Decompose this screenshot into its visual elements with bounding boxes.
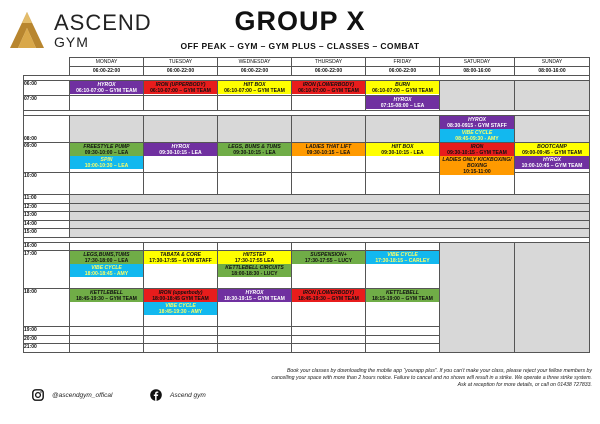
class-block[interactable]: HIIT BOX 06:10-07:00 – GYM TEAM <box>218 81 291 94</box>
day-header-saturday: SATURDAY <box>440 58 515 67</box>
page-title: GROUP X <box>234 6 366 36</box>
class-cell[interactable] <box>440 116 515 143</box>
class-cell[interactable] <box>70 81 144 96</box>
class-block[interactable]: HYROX 09:30-10:15 - LEA <box>144 143 217 156</box>
time-label: 14:00 <box>24 220 70 229</box>
brand-name-line1: ASCEND <box>54 10 152 35</box>
class-cell[interactable] <box>366 81 440 96</box>
class-cell[interactable] <box>292 289 366 327</box>
class-block[interactable]: HYROX 08:30-0915 - GYM STAFF <box>440 116 514 129</box>
class-block[interactable]: VIBE CYCLE 08:45-09:30 - AMY <box>440 129 514 142</box>
class-block[interactable]: HYROX 10:00-10:45 – GYM TEAM <box>515 156 589 169</box>
class-cell[interactable] <box>144 289 218 327</box>
class-cell[interactable] <box>70 289 144 327</box>
day-hours-sunday: 08:00-16:00 <box>515 67 590 76</box>
class-block[interactable]: FREESTYLE PUMP 09:30-10:00 – LEA <box>70 143 143 156</box>
class-cell[interactable] <box>144 251 218 289</box>
day-hours-saturday: 08:00-16:00 <box>440 67 515 76</box>
page-subtitle: OFF PEAK – GYM – GYM PLUS – CLASSES – COMBAT <box>180 41 420 51</box>
class-block[interactable]: SUSPENSION+ 17:30-17:55 – LUCY <box>292 251 365 264</box>
class-cell[interactable] <box>292 81 366 96</box>
closed-cell <box>515 242 590 352</box>
class-block[interactable]: KETTLEBELL CIRCUITS 18:00-18:30 - LUCY <box>218 264 291 277</box>
class-block[interactable]: HIITSTEP 17:30-17:55 LEA <box>218 251 291 264</box>
class-block[interactable]: VIBE CYCLE 18:45-19:30 - AMY <box>144 302 217 315</box>
class-cell[interactable] <box>144 143 218 173</box>
class-block[interactable]: KETTLEBELL 18:45-19:30 – GYM TEAM <box>70 289 143 302</box>
instagram-icon <box>32 389 44 401</box>
day-header-tuesday: TUESDAY <box>144 58 218 67</box>
class-block[interactable]: KETTLEBELL 18:15-19:00 – GYM TEAM <box>366 289 439 302</box>
class-block[interactable]: IRON (upperbody) 18:00-18:45 GYM TEAM <box>144 289 217 302</box>
class-block[interactable]: IRON (LOWERBODY) 06:10-07:00 – GYM TEAM <box>292 81 365 94</box>
class-cell[interactable] <box>292 143 366 173</box>
class-block[interactable]: LADIES ONLY KICKBOXING/ BOXING 10:15-11:00 <box>440 156 514 175</box>
brand-name-line2: GYM <box>54 34 89 50</box>
class-block[interactable]: HYROX 07:15-08:00 – LEA <box>366 96 439 109</box>
class-block[interactable]: IRON 09:30-10:15 - GYM TEAM <box>440 143 514 156</box>
class-block[interactable]: BOOTCAMP 09:00-09:45 - GYM TEAM <box>515 143 589 156</box>
time-label: 07:00 <box>24 96 70 111</box>
class-cell[interactable] <box>144 81 218 96</box>
class-block[interactable]: HYROX 18:30-19:15 – GYM TEAM <box>218 289 291 302</box>
class-cell[interactable] <box>366 96 440 111</box>
class-cell[interactable] <box>366 289 440 327</box>
day-hours-wednesday: 06:00-22:00 <box>218 67 292 76</box>
class-block[interactable]: VIBE CYCLE 18:00-18:45 - AMY <box>70 264 143 277</box>
class-block[interactable]: SPIN 10:00-10:30 – LEA <box>70 156 143 169</box>
time-label: 21:00 <box>24 344 70 353</box>
class-block[interactable]: LEGS, BUMS & TUMS 09:30-10:15 - LEA <box>218 143 291 156</box>
time-label: 18:00 <box>24 289 70 327</box>
class-block[interactable]: IRON (LOWERBODY) 18:45-19:30 – GYM TEAM <box>292 289 365 302</box>
day-header-friday: FRIDAY <box>366 58 440 67</box>
class-cell[interactable] <box>515 143 590 173</box>
closed-cell <box>440 81 515 111</box>
time-label: 15:00 <box>24 229 70 238</box>
class-block[interactable]: IRON (UPPERBODY) 06:10-07:00 – GYM TEAM <box>144 81 217 94</box>
time-label: 09:00 <box>24 143 70 173</box>
class-cell[interactable] <box>218 289 292 327</box>
day-hours-monday: 06:00-22:00 <box>70 67 144 76</box>
class-cell[interactable] <box>218 143 292 173</box>
time-label: 13:00 <box>24 212 70 221</box>
class-cell[interactable] <box>366 143 440 173</box>
class-cell[interactable] <box>70 143 144 173</box>
class-cell[interactable] <box>292 251 366 289</box>
instagram-link[interactable]: @ascendgym_offical <box>32 389 112 401</box>
time-label: 11:00 <box>24 195 70 204</box>
class-block[interactable]: LEGS,BUMS,TUMS 17:30-18:00 – LEA <box>70 251 143 264</box>
class-cell[interactable] <box>70 251 144 289</box>
class-cell[interactable] <box>440 143 515 195</box>
class-cell[interactable] <box>218 251 292 289</box>
class-block[interactable]: LADIES THAT LIFT 09:30-10:15 – LEA <box>292 143 365 156</box>
day-hours-thursday: 06:00-22:00 <box>292 67 366 76</box>
day-header-monday: MONDAY <box>70 58 144 67</box>
class-block[interactable]: BURN 06:10-07:00 – GYM TEAM <box>366 81 439 94</box>
time-label: 16:00 <box>24 242 70 251</box>
class-block[interactable]: HYROX 06:10-07:00 – GYM TEAM <box>70 81 143 94</box>
facebook-link[interactable]: Ascend gym <box>150 389 206 401</box>
day-header-wednesday: WEDNESDAY <box>218 58 292 67</box>
class-block[interactable]: VIBE CYCLE 17:30-18:15 – CARLEY <box>366 251 439 264</box>
day-header-sunday: SUNDAY <box>515 58 590 67</box>
facebook-icon <box>150 389 162 401</box>
closed-cell <box>515 81 590 111</box>
class-block[interactable]: TABATA & CORE 17:30-17:55 – GYM STAFF <box>144 251 217 264</box>
time-label: 08:00 <box>24 116 70 143</box>
time-label: 10:00 <box>24 173 70 195</box>
time-label: 19:00 <box>24 327 70 336</box>
class-block[interactable]: HIIT BOX 09:30-10:15 - LEA <box>366 143 439 156</box>
time-label: 12:00 <box>24 203 70 212</box>
class-cell[interactable] <box>218 81 292 96</box>
day-hours-tuesday: 06:00-22:00 <box>144 67 218 76</box>
day-hours-friday: 06:00-22:00 <box>366 67 440 76</box>
time-label: 06:00 <box>24 81 70 96</box>
class-cell[interactable] <box>366 251 440 289</box>
booking-note: Book your classes by downloading the mobile app “yourapp plus”. If you can’t make your class, please reject your fellow members by cancelling your space with more than 2 hours notice. Failure to cancel and no shows will result in a strike. We operate a three strike system. Ask at reception for more details, or call on 01438 727833. <box>271 368 592 388</box>
closed-cell <box>440 242 515 352</box>
timetable <box>23 57 590 353</box>
time-label: 17:00 <box>24 251 70 289</box>
time-label: 20:00 <box>24 335 70 344</box>
day-header-thursday: THURSDAY <box>292 58 366 67</box>
